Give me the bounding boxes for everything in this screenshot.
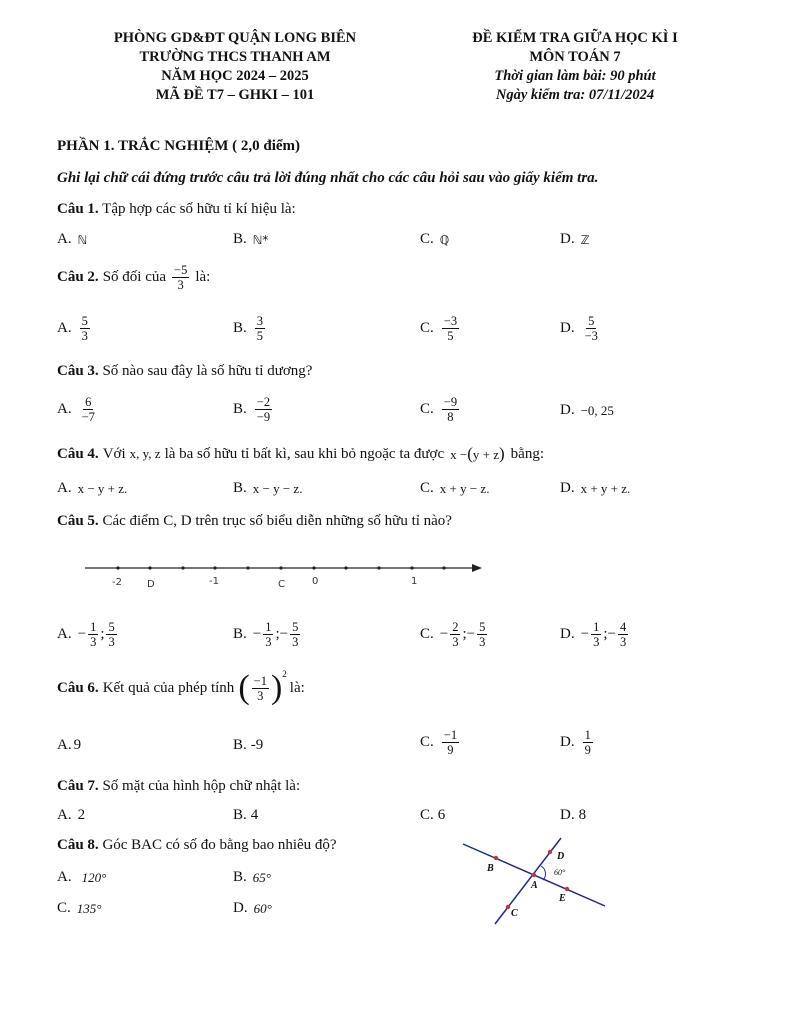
- question-text: Số đối của: [102, 269, 167, 285]
- variables: x, y, z: [129, 446, 161, 461]
- question-text-mid: là ba số hữu tỉ bất kì, sau khi bỏ ngoặc ta được: [164, 445, 445, 462]
- question-label: Câu 7.: [57, 778, 99, 794]
- question-label: Câu 3.: [57, 363, 99, 379]
- question-text-end: là:: [289, 679, 305, 696]
- tick-label: -1: [209, 576, 219, 587]
- tick-label: -2: [112, 577, 122, 588]
- q5-option-b: B. − $\frac{1}{3}$ ; − $\frac{5}{3}$: [233, 620, 299, 649]
- tick-label: 0: [312, 576, 319, 587]
- point-b: [494, 856, 498, 860]
- question-text: Các điểm C, D trên trục số biểu diễn những số hữu tỉ nào?: [102, 513, 452, 529]
- department-name: PHÒNG GD&ĐT QUẬN LONG BIÊN: [113, 30, 357, 46]
- q6-option-c: C. $\frac{-1}{9}$: [420, 728, 458, 757]
- question-6: [57, 671, 305, 705]
- exam-code: MÃ ĐỀ T7 – GHKI – 101: [155, 87, 315, 103]
- q4-option-d: D. x + y + z.: [560, 480, 631, 496]
- point-a: [532, 873, 536, 877]
- fraction: $\frac{-5}{3}$: [174, 263, 188, 292]
- q5-option-d: D. − $\frac{1}{3}$ ; − $\frac{4}{3}$: [560, 620, 627, 649]
- q2-option-b: B. $\frac{3}{5}$: [233, 314, 264, 343]
- exponent: 2: [282, 669, 287, 679]
- q3-option-c: C. $\frac{-9}{8}$: [420, 395, 458, 424]
- question-text: Số nào sau đây là số hữu tỉ dương?: [102, 363, 313, 379]
- question-text: Số mặt của hình hộp chữ nhật là:: [102, 778, 301, 794]
- q8-option-a: A. 120°: [57, 869, 107, 885]
- question-7: [57, 778, 300, 795]
- q1-option-b: B. ℕ*: [233, 231, 269, 247]
- q6-option-b: B. -9: [233, 737, 264, 753]
- number-line-arrow: [472, 564, 482, 572]
- question-text: Tập hợp các số hữu tỉ kí hiệu là:: [102, 201, 296, 217]
- school-year: NĂM HỌC 2024 – 2025: [161, 68, 309, 84]
- question-label: Câu 4.: [57, 445, 99, 462]
- angle-label: 60°: [554, 868, 566, 877]
- q8-option-d: D. 60°: [233, 900, 272, 916]
- question-text: Kết quả của phép tính: [102, 679, 235, 696]
- q7-option-a: A. 2: [57, 807, 86, 823]
- label-e: E: [559, 893, 566, 904]
- q4-option-a: A. x − y + z.: [57, 480, 128, 496]
- header-left: [70, 29, 400, 105]
- question-text-end: bằng:: [510, 445, 544, 462]
- q4-option-c: C. x + y − z.: [420, 480, 490, 496]
- question-label: Câu 5.: [57, 513, 99, 529]
- question-8: [57, 837, 337, 854]
- question-label: Câu 2.: [57, 269, 99, 285]
- question-label: Câu 1.: [57, 201, 99, 217]
- q8-option-c: C. 135°: [57, 900, 102, 916]
- school-name: TRƯỜNG THCS THANH AM: [139, 49, 331, 65]
- label-d: D: [557, 851, 565, 862]
- point-c: [506, 905, 510, 909]
- question-2: [57, 263, 210, 292]
- question-label: Câu 6.: [57, 679, 99, 696]
- question-text: Với: [102, 445, 126, 462]
- section-instruction: Ghi lại chữ cái đứng trước câu trả lời đúng nhất cho các câu hỏi sau vào giấy kiểm tra.: [57, 170, 599, 186]
- exam-duration: Thời gian làm bài: 90 phút: [494, 68, 656, 84]
- q3-option-d: D. −0, 25: [560, 402, 614, 418]
- exam-subject: MÔN TOÁN 7: [529, 49, 621, 65]
- q5-option-a: A. − $\frac{1}{3}$ ; $\frac{5}{3}$: [57, 620, 115, 649]
- header-right: [420, 29, 730, 105]
- q2-option-a: A. $\frac{5}{3}$: [57, 314, 88, 343]
- q6-option-d: D. $\frac{1}{9}$: [560, 728, 591, 757]
- question-5: [57, 513, 452, 530]
- q3-option-b: B. $\frac{-2}{-9}$: [233, 395, 271, 424]
- point-d: [548, 850, 552, 854]
- q7-option-d: D. 8: [560, 807, 587, 823]
- q1-option-d: D. ℤ: [560, 231, 590, 247]
- question-1: [57, 201, 296, 218]
- q6-option-a: A. 9: [57, 737, 82, 753]
- point-label-c: C: [278, 579, 285, 590]
- number-line: [80, 556, 490, 596]
- q7-option-b: B. 4: [233, 807, 259, 823]
- q2-option-d: D. $\frac{5}{-3}$: [560, 314, 598, 343]
- q5-option-c: C. − $\frac{2}{3}$ ; − $\frac{5}{3}$: [420, 620, 486, 649]
- q4-option-b: B. x − y − z.: [233, 480, 303, 496]
- question-text: Góc BAC có số đo bằng bao nhiêu độ?: [102, 837, 337, 853]
- question-4: [57, 444, 544, 464]
- point-label-d: D: [147, 579, 155, 590]
- question-3: [57, 363, 312, 380]
- label-c: C: [511, 908, 518, 919]
- q1-option-c: C. ℚ: [420, 231, 450, 247]
- angle-figure: [455, 836, 615, 932]
- label-b: B: [487, 863, 494, 874]
- exam-title: ĐỀ KIỂM TRA GIỮA HỌC KÌ I: [472, 30, 678, 46]
- point-e: [565, 887, 569, 891]
- q8-option-b: B. 65°: [233, 869, 271, 885]
- q3-option-a: A. $\frac{6}{-7}$: [57, 395, 95, 424]
- exam-date: Ngày kiểm tra: 07/11/2024: [495, 87, 655, 103]
- expression: x −(y + z): [450, 444, 505, 463]
- q1-option-a: A. ℕ: [57, 231, 88, 247]
- question-label: Câu 8.: [57, 837, 99, 853]
- question-text-end: là:: [195, 269, 211, 285]
- section-title: PHẦN 1. TRẮC NGHIỆM ( 2,0 điểm): [57, 138, 301, 154]
- q7-option-c: C. 6: [420, 807, 446, 823]
- q2-option-c: C. $\frac{-3}{5}$: [420, 314, 458, 343]
- label-a: A: [531, 880, 538, 891]
- tick-label: 1: [411, 576, 418, 587]
- power-expression: ( $\frac{-1}{3}$ ) 2: [238, 669, 287, 706]
